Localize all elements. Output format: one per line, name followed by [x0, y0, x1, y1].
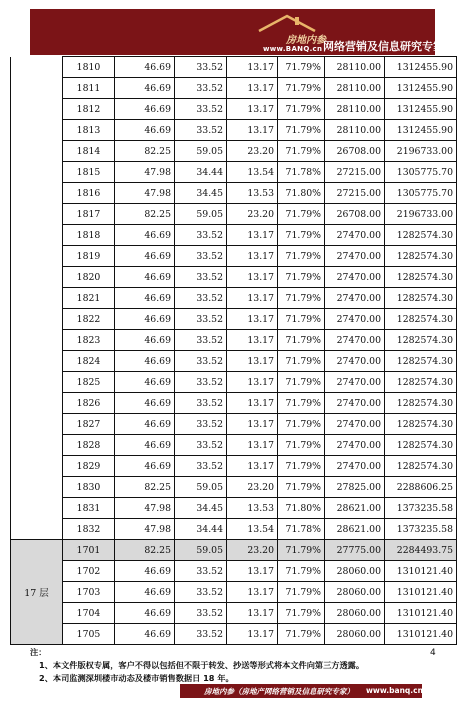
area-shared-cell: 13.17 [227, 225, 278, 246]
total-price-cell: 1282574.30 [385, 330, 457, 351]
table-row [11, 351, 457, 372]
efficiency-rate-cell: 71.79% [278, 561, 325, 582]
room-number-cell: 1820 [63, 267, 115, 288]
table-row [11, 519, 457, 540]
unit-price-cell: 27470.00 [325, 372, 385, 393]
unit-price-cell: 27470.00 [325, 246, 385, 267]
area-inner-cell: 33.52 [175, 414, 227, 435]
total-price-cell: 1310121.40 [385, 582, 457, 603]
unit-price-cell: 27470.00 [325, 309, 385, 330]
unit-price-cell: 27470.00 [325, 267, 385, 288]
total-price-cell: 1312455.90 [385, 99, 457, 120]
room-number-cell: 1702 [63, 561, 115, 582]
room-number-cell: 1824 [63, 351, 115, 372]
table-row [11, 414, 457, 435]
room-number-cell: 1705 [63, 624, 115, 645]
room-number-cell: 1704 [63, 603, 115, 624]
area-inner-cell: 33.52 [175, 309, 227, 330]
footer-banner [180, 684, 422, 698]
area-shared-cell: 13.17 [227, 246, 278, 267]
area-total-cell: 46.69 [115, 288, 175, 309]
total-price-cell: 1282574.30 [385, 414, 457, 435]
room-number-cell: 1832 [63, 519, 115, 540]
unit-price-cell: 28110.00 [325, 99, 385, 120]
room-number-cell: 1827 [63, 414, 115, 435]
area-total-cell: 46.69 [115, 456, 175, 477]
area-inner-cell: 33.52 [175, 246, 227, 267]
area-inner-cell: 33.52 [175, 603, 227, 624]
area-inner-cell: 59.05 [175, 204, 227, 225]
area-total-cell: 46.69 [115, 267, 175, 288]
area-total-cell: 82.25 [115, 540, 175, 561]
total-price-cell: 1282574.30 [385, 456, 457, 477]
total-price-cell: 1373235.58 [385, 519, 457, 540]
room-number-cell: 1831 [63, 498, 115, 519]
efficiency-rate-cell: 71.79% [278, 267, 325, 288]
table-row [11, 330, 457, 351]
room-number-cell: 1811 [63, 78, 115, 99]
room-number-cell: 1701 [63, 540, 115, 561]
area-total-cell: 47.98 [115, 498, 175, 519]
area-shared-cell: 13.17 [227, 393, 278, 414]
total-price-cell: 1305775.70 [385, 183, 457, 204]
area-total-cell: 46.69 [115, 372, 175, 393]
area-total-cell: 46.69 [115, 246, 175, 267]
total-price-cell: 1305775.70 [385, 162, 457, 183]
area-shared-cell: 13.53 [227, 498, 278, 519]
area-total-cell: 46.69 [115, 330, 175, 351]
room-number-cell: 1816 [63, 183, 115, 204]
total-price-cell: 1282574.30 [385, 372, 457, 393]
efficiency-rate-cell: 71.79% [278, 204, 325, 225]
area-total-cell: 46.69 [115, 435, 175, 456]
table-row [11, 540, 457, 561]
area-inner-cell: 33.52 [175, 99, 227, 120]
unit-price-cell: 28060.00 [325, 603, 385, 624]
header-banner [30, 9, 444, 55]
floor-label-cell [11, 57, 63, 540]
area-shared-cell: 13.17 [227, 414, 278, 435]
area-inner-cell: 33.52 [175, 267, 227, 288]
area-total-cell: 46.69 [115, 393, 175, 414]
notes-heading: 注： [30, 647, 47, 657]
area-inner-cell: 33.52 [175, 561, 227, 582]
table-row [11, 246, 457, 267]
area-total-cell: 46.69 [115, 225, 175, 246]
efficiency-rate-cell: 71.79% [278, 330, 325, 351]
area-shared-cell: 13.17 [227, 435, 278, 456]
area-inner-cell: 33.52 [175, 393, 227, 414]
efficiency-rate-cell: 71.78% [278, 519, 325, 540]
efficiency-rate-cell: 71.79% [278, 456, 325, 477]
area-total-cell: 46.69 [115, 78, 175, 99]
total-price-cell: 1282574.30 [385, 246, 457, 267]
unit-price-cell: 27825.00 [325, 477, 385, 498]
area-shared-cell: 13.54 [227, 162, 278, 183]
table-row [11, 372, 457, 393]
table-row [11, 141, 457, 162]
room-number-cell: 1822 [63, 309, 115, 330]
unit-price-cell: 27775.00 [325, 540, 385, 561]
area-shared-cell: 13.17 [227, 267, 278, 288]
table-row [11, 309, 457, 330]
unit-price-cell: 27215.00 [325, 183, 385, 204]
area-inner-cell: 33.52 [175, 78, 227, 99]
unit-price-cell: 28621.00 [325, 498, 385, 519]
total-price-cell: 1282574.30 [385, 225, 457, 246]
table-row [11, 603, 457, 624]
efficiency-rate-cell: 71.79% [278, 540, 325, 561]
area-inner-cell: 33.52 [175, 120, 227, 141]
room-number-cell: 1828 [63, 435, 115, 456]
room-number-cell: 1703 [63, 582, 115, 603]
efficiency-rate-cell: 71.79% [278, 99, 325, 120]
total-price-cell: 1373235.58 [385, 498, 457, 519]
table-row [11, 267, 457, 288]
area-inner-cell: 34.45 [175, 498, 227, 519]
unit-price-cell: 28060.00 [325, 582, 385, 603]
unit-price-cell: 27470.00 [325, 456, 385, 477]
area-shared-cell: 13.17 [227, 330, 278, 351]
area-inner-cell: 33.52 [175, 330, 227, 351]
room-number-cell: 1818 [63, 225, 115, 246]
efficiency-rate-cell: 71.80% [278, 498, 325, 519]
area-total-cell: 46.69 [115, 624, 175, 645]
area-total-cell: 46.69 [115, 351, 175, 372]
area-inner-cell: 34.45 [175, 183, 227, 204]
room-number-cell: 1821 [63, 288, 115, 309]
area-shared-cell: 23.20 [227, 540, 278, 561]
area-shared-cell: 13.17 [227, 603, 278, 624]
area-shared-cell: 13.17 [227, 120, 278, 141]
area-shared-cell: 13.17 [227, 351, 278, 372]
area-total-cell: 82.25 [115, 477, 175, 498]
area-shared-cell: 13.17 [227, 372, 278, 393]
efficiency-rate-cell: 71.79% [278, 288, 325, 309]
efficiency-rate-cell: 71.78% [278, 162, 325, 183]
area-inner-cell: 59.05 [175, 477, 227, 498]
note-item-2: 2、本司监测深圳楼市动态及楼市销售数据日 18 年。 [39, 673, 234, 683]
efficiency-rate-cell: 71.79% [278, 603, 325, 624]
note-item-1: 1、本文件版权专属，客户不得以包括但不限于转发、抄送等形式将本文件向第三方透露。 [39, 660, 365, 670]
efficiency-rate-cell: 71.79% [278, 141, 325, 162]
total-price-cell: 2196733.00 [385, 204, 457, 225]
area-total-cell: 46.69 [115, 120, 175, 141]
area-shared-cell: 13.17 [227, 288, 278, 309]
unit-price-cell: 27470.00 [325, 225, 385, 246]
area-inner-cell: 33.52 [175, 435, 227, 456]
area-total-cell: 46.69 [115, 414, 175, 435]
total-price-cell: 1282574.30 [385, 288, 457, 309]
total-price-cell: 1312455.90 [385, 57, 457, 78]
total-price-cell: 2196733.00 [385, 141, 457, 162]
logo-url: www.BANQ.cn [263, 45, 323, 53]
total-price-cell: 1310121.40 [385, 603, 457, 624]
page-number: 4 [430, 648, 436, 658]
total-price-cell: 2284493.75 [385, 540, 457, 561]
area-total-cell: 46.69 [115, 99, 175, 120]
unit-price-cell: 28110.00 [325, 120, 385, 141]
table-row [11, 393, 457, 414]
area-total-cell: 46.69 [115, 603, 175, 624]
room-number-cell: 1830 [63, 477, 115, 498]
unit-price-cell: 28621.00 [325, 519, 385, 540]
table-row [11, 225, 457, 246]
area-shared-cell: 13.17 [227, 57, 278, 78]
room-number-cell: 1814 [63, 141, 115, 162]
footer-url: www.banq.cn [366, 686, 423, 695]
area-shared-cell: 13.17 [227, 561, 278, 582]
table-row [11, 57, 457, 78]
area-inner-cell: 33.52 [175, 582, 227, 603]
efficiency-rate-cell: 71.79% [278, 246, 325, 267]
unit-price-cell: 28110.00 [325, 78, 385, 99]
area-inner-cell: 34.44 [175, 519, 227, 540]
unit-price-cell: 27470.00 [325, 351, 385, 372]
unit-price-cell: 27215.00 [325, 162, 385, 183]
area-total-cell: 82.25 [115, 204, 175, 225]
efficiency-rate-cell: 71.79% [278, 120, 325, 141]
total-price-cell: 1282574.30 [385, 351, 457, 372]
table-row [11, 561, 457, 582]
notes-section [30, 646, 422, 685]
area-shared-cell: 13.17 [227, 309, 278, 330]
area-inner-cell: 33.52 [175, 225, 227, 246]
efficiency-rate-cell: 71.79% [278, 57, 325, 78]
table-row [11, 456, 457, 477]
table-row [11, 78, 457, 99]
area-total-cell: 47.98 [115, 183, 175, 204]
room-number-cell: 1829 [63, 456, 115, 477]
table-row [11, 288, 457, 309]
total-price-cell: 1282574.30 [385, 435, 457, 456]
efficiency-rate-cell: 71.79% [278, 582, 325, 603]
unit-price-cell: 27470.00 [325, 288, 385, 309]
efficiency-rate-cell: 71.80% [278, 183, 325, 204]
room-number-cell: 1819 [63, 246, 115, 267]
unit-price-cell: 28060.00 [325, 624, 385, 645]
room-number-cell: 1823 [63, 330, 115, 351]
unit-price-cell: 27470.00 [325, 330, 385, 351]
area-inner-cell: 33.52 [175, 456, 227, 477]
total-price-cell: 1282574.30 [385, 393, 457, 414]
efficiency-rate-cell: 71.79% [278, 435, 325, 456]
floor-label-cell: 17 层 [11, 540, 63, 645]
area-total-cell: 47.98 [115, 519, 175, 540]
area-shared-cell: 13.53 [227, 183, 278, 204]
efficiency-rate-cell: 71.79% [278, 624, 325, 645]
table-row [11, 204, 457, 225]
area-inner-cell: 33.52 [175, 624, 227, 645]
header-title: 网络营销及信息研究专家 [323, 40, 444, 53]
area-total-cell: 46.69 [115, 582, 175, 603]
table-row [11, 120, 457, 141]
unit-price-cell: 27470.00 [325, 393, 385, 414]
logo-text: 房地内参 [286, 35, 326, 46]
room-number-cell: 1826 [63, 393, 115, 414]
room-number-cell: 1815 [63, 162, 115, 183]
table-row [11, 183, 457, 204]
efficiency-rate-cell: 71.79% [278, 393, 325, 414]
area-inner-cell: 34.44 [175, 162, 227, 183]
table-row [11, 498, 457, 519]
unit-price-cell: 27470.00 [325, 414, 385, 435]
table-body [11, 57, 457, 645]
area-shared-cell: 13.54 [227, 519, 278, 540]
area-shared-cell: 23.20 [227, 477, 278, 498]
total-price-cell: 2288606.25 [385, 477, 457, 498]
area-inner-cell: 33.52 [175, 351, 227, 372]
area-shared-cell: 13.17 [227, 78, 278, 99]
table-row [11, 582, 457, 603]
area-total-cell: 46.69 [115, 57, 175, 78]
table-row [11, 624, 457, 645]
total-price-cell: 1310121.40 [385, 624, 457, 645]
area-total-cell: 82.25 [115, 141, 175, 162]
room-number-cell: 1813 [63, 120, 115, 141]
total-price-cell: 1312455.90 [385, 78, 457, 99]
area-inner-cell: 33.52 [175, 57, 227, 78]
room-number-cell: 1817 [63, 204, 115, 225]
area-shared-cell: 13.17 [227, 99, 278, 120]
area-shared-cell: 23.20 [227, 141, 278, 162]
area-shared-cell: 23.20 [227, 204, 278, 225]
sales-table [10, 56, 457, 645]
efficiency-rate-cell: 71.79% [278, 414, 325, 435]
room-number-cell: 1812 [63, 99, 115, 120]
total-price-cell: 1282574.30 [385, 267, 457, 288]
table-row [11, 477, 457, 498]
table-row [11, 162, 457, 183]
area-total-cell: 46.69 [115, 561, 175, 582]
efficiency-rate-cell: 71.79% [278, 477, 325, 498]
efficiency-rate-cell: 71.79% [278, 351, 325, 372]
unit-price-cell: 27470.00 [325, 435, 385, 456]
efficiency-rate-cell: 71.79% [278, 309, 325, 330]
table-row [11, 99, 457, 120]
table-row [11, 435, 457, 456]
area-inner-cell: 59.05 [175, 141, 227, 162]
efficiency-rate-cell: 71.79% [278, 372, 325, 393]
total-price-cell: 1310121.40 [385, 561, 457, 582]
area-shared-cell: 13.17 [227, 624, 278, 645]
area-total-cell: 47.98 [115, 162, 175, 183]
total-price-cell: 1282574.30 [385, 309, 457, 330]
area-shared-cell: 13.17 [227, 582, 278, 603]
footer-text: 房地内参（房地产网络营销及信息研究专家） [204, 687, 354, 696]
area-total-cell: 46.69 [115, 309, 175, 330]
room-number-cell: 1825 [63, 372, 115, 393]
room-number-cell: 1810 [63, 57, 115, 78]
total-price-cell: 1312455.90 [385, 120, 457, 141]
efficiency-rate-cell: 71.79% [278, 78, 325, 99]
area-inner-cell: 33.52 [175, 372, 227, 393]
efficiency-rate-cell: 71.79% [278, 225, 325, 246]
area-inner-cell: 59.05 [175, 540, 227, 561]
area-shared-cell: 13.17 [227, 456, 278, 477]
unit-price-cell: 28110.00 [325, 57, 385, 78]
unit-price-cell: 26708.00 [325, 141, 385, 162]
area-inner-cell: 33.52 [175, 288, 227, 309]
unit-price-cell: 28060.00 [325, 561, 385, 582]
unit-price-cell: 26708.00 [325, 204, 385, 225]
